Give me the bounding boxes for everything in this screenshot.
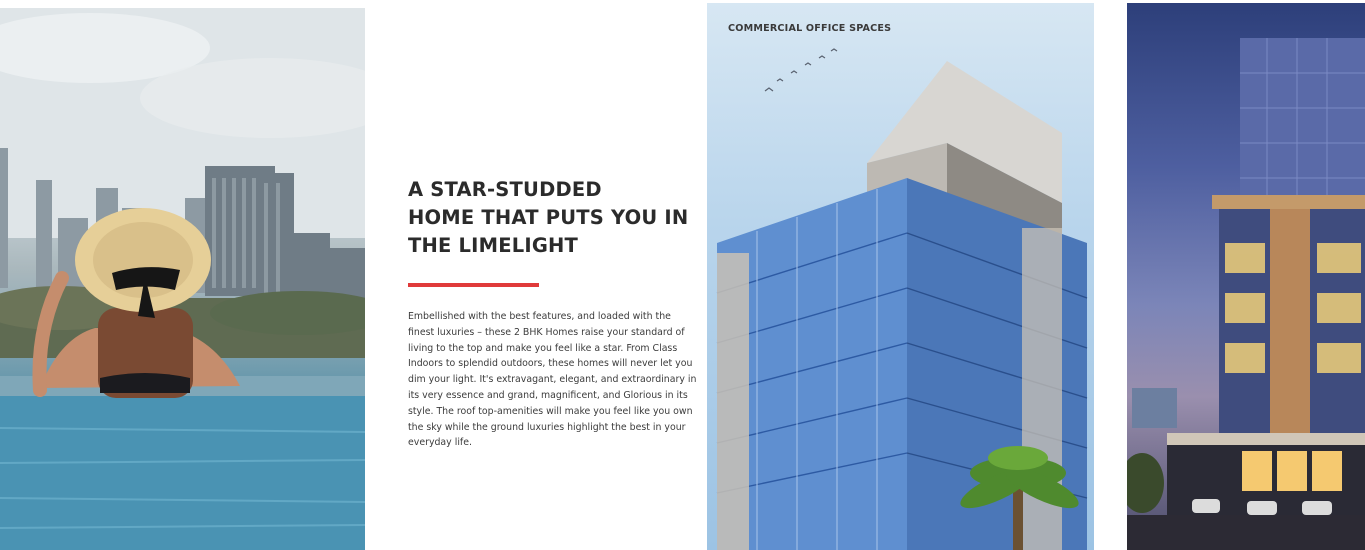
pool-scene-illustration	[0, 8, 365, 550]
commercial-tower-image	[707, 3, 1094, 550]
section-headline: A STAR-STUDDED HOME THAT PUTS YOU IN THE LIMELIGHT	[408, 178, 689, 257]
feature-text-panel	[365, 0, 707, 550]
section-body-copy: Embellished with the best features, and loaded with the finest luxuries – these 2 BHK Homes raise your standard of living to the top and make you feel like a star. From Class Indoors to splendid outdoors, these homes will never let you dim your light. It's extravagant, elegant, and extraordinary in its very essence and grand, magnificent, and Glorious in its style. The roof top-amenities will make you feel like you own the sky while the ground luxuries highlight the best in your everyday life.	[408, 311, 697, 449]
tower-illustration	[707, 3, 1094, 550]
night-building-illustration	[1127, 3, 1365, 550]
headline-accent-divider	[408, 283, 539, 287]
tower-caption: COMMERCIAL OFFICE SPACES	[728, 23, 892, 34]
pool-lifestyle-photo	[0, 8, 365, 550]
night-building-image	[1127, 3, 1365, 550]
